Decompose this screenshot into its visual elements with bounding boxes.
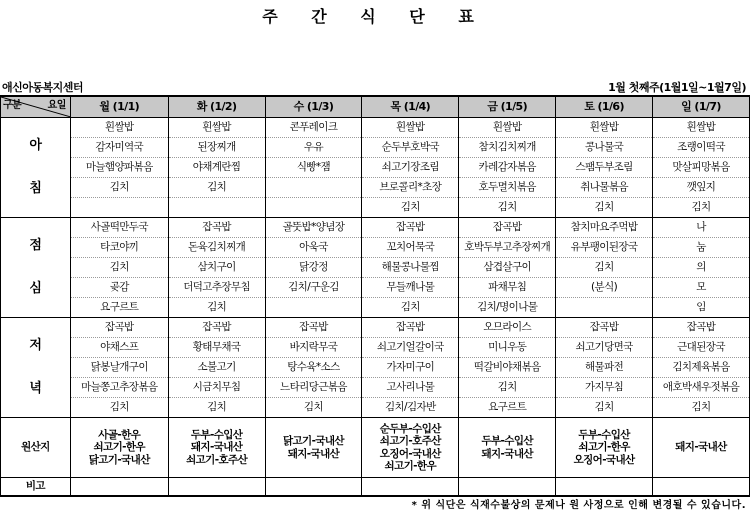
note-cell: [459, 478, 556, 497]
menu-cell: 참치김치찌개: [459, 138, 556, 158]
menu-cell: 황태무채국: [168, 338, 265, 358]
lunch-row: [1, 278, 750, 298]
menu-cell: 김치: [168, 398, 265, 418]
menu-cell: 식빵*잼: [265, 158, 362, 178]
corner-cell: [1, 96, 71, 118]
week-range: 1월 첫째주(1월1일~1월7일): [608, 81, 746, 94]
menu-cell: 브로콜리*초장: [362, 178, 459, 198]
breakfast-row: [1, 138, 750, 158]
menu-cell: 김치/명이나물: [459, 298, 556, 318]
lunch-label-char: 심: [29, 280, 42, 296]
day-header: 화 (1/2): [168, 96, 265, 118]
origin-line: 돼지-국내산: [190, 441, 243, 454]
origin-line: 쇠고기-한우: [578, 441, 630, 454]
menu-cell: 흰쌀밥: [168, 118, 265, 138]
menu-cell: 삼치구이: [168, 258, 265, 278]
menu-cell: 김치제육볶음: [653, 358, 750, 378]
menu-cell: 김치: [168, 178, 265, 198]
menu-cell: 요구르트: [459, 398, 556, 418]
origin-label: 원산지: [1, 418, 71, 478]
menu-cell: 김치: [459, 198, 556, 218]
menu-cell: 야채스프: [70, 338, 168, 358]
note-label: 비고: [1, 478, 71, 497]
menu-cell: 잡곡밥: [168, 218, 265, 238]
note-cell: [70, 478, 168, 497]
origin-line: 쇠고기-호주산: [379, 435, 441, 448]
lunch-label: [1, 218, 71, 318]
day-header: 목 (1/4): [362, 96, 459, 118]
menu-cell: 야채계란찜: [168, 158, 265, 178]
menu-cell: 김치: [70, 258, 168, 278]
menu-cell: 김치/김자반: [362, 398, 459, 418]
origin-line: 오징어-국내산: [379, 447, 441, 460]
menu-cell: 타코야끼: [70, 238, 168, 258]
origin-cell: [459, 418, 556, 478]
menu-cell: 쇠고기얼갈이국: [362, 338, 459, 358]
menu-cell: (분식): [556, 278, 653, 298]
menu-cell: 요구르트: [70, 298, 168, 318]
menu-cell: 쇠고기장조림: [362, 158, 459, 178]
origin-line: 돼지-국내산: [287, 447, 340, 460]
menu-cell: 잡곡밥: [459, 218, 556, 238]
menu-cell: 소불고기: [168, 358, 265, 378]
origin-line: 쇠고기-호주산: [186, 453, 248, 466]
breakfast-row: [1, 118, 750, 138]
menu-cell: 콘푸레이크: [265, 118, 362, 138]
day-header: 금 (1/5): [459, 96, 556, 118]
origin-line: 두부-수입산: [190, 429, 243, 442]
dinner-label-char: 저: [29, 338, 42, 354]
menu-cell: 김치: [168, 298, 265, 318]
menu-cell: 순두부호박국: [362, 138, 459, 158]
page-title: 주 간 식 단 표: [262, 7, 488, 26]
origin-cell: [653, 418, 750, 478]
dinner-row: [1, 398, 750, 418]
menu-cell: 돈육김치찌개: [168, 238, 265, 258]
menu-cell: 콩나물국: [556, 138, 653, 158]
origin-cell: [168, 418, 265, 478]
origin-cell: [265, 418, 362, 478]
menu-cell: [265, 178, 362, 198]
day-header: 수 (1/3): [265, 96, 362, 118]
origin-row: [1, 418, 750, 478]
origin-line: 돼지-국내산: [481, 447, 533, 460]
menu-cell: 탕수육*소스: [265, 358, 362, 378]
menu-cell: 해물콩나물찜: [362, 258, 459, 278]
header-row: [1, 96, 750, 118]
menu-cell: 잡곡밥: [653, 318, 750, 338]
lunch-row: [1, 238, 750, 258]
corner-label-category: 구분: [3, 100, 22, 111]
menu-cell: 느타리당근볶음: [265, 378, 362, 398]
menu-cell: 김치: [459, 378, 556, 398]
menu-cell: 잡곡밥: [265, 318, 362, 338]
menu-cell: [70, 198, 168, 218]
lunch-row: [1, 298, 750, 318]
menu-cell: 닭강정: [265, 258, 362, 278]
origin-line: 순두부-수입산: [379, 423, 441, 436]
menu-cell: 잡곡밥: [70, 318, 168, 338]
day-header: 월 (1/1): [70, 96, 168, 118]
menu-cell: 무들깨나물: [362, 278, 459, 298]
note-row: [1, 478, 750, 497]
breakfast-row: [1, 198, 750, 218]
menu-cell: 김치: [556, 258, 653, 278]
footnote: * 위 식단은 식재수불상의 문제나 원 사정으로 인해 변경될 수 있습니다.: [411, 500, 746, 511]
menu-cell: 오므라이스: [459, 318, 556, 338]
menu-cell: 스팸두부조림: [556, 158, 653, 178]
note-cell: [362, 478, 459, 497]
menu-cell: 감자미역국: [70, 138, 168, 158]
menu-cell: 흰쌀밥: [556, 118, 653, 138]
menu-cell: [265, 198, 362, 218]
menu-cell: 잡곡밥: [168, 318, 265, 338]
breakfast-row: [1, 158, 750, 178]
lunch-row: [1, 258, 750, 278]
menu-cell: 고사리나물: [362, 378, 459, 398]
menu-cell: 유부팽이된장국: [556, 238, 653, 258]
breakfast-row: [1, 178, 750, 198]
dinner-label: [1, 318, 71, 418]
menu-cell: 김치: [362, 298, 459, 318]
menu-table: [0, 95, 750, 497]
menu-cell: 꼬치어묵국: [362, 238, 459, 258]
note-cell: [653, 478, 750, 497]
origin-line: 닭고기-국내산: [88, 453, 150, 466]
menu-cell: 흰쌀밥: [459, 118, 556, 138]
day-header: 일 (1/7): [653, 96, 750, 118]
menu-cell: 김치: [70, 178, 168, 198]
menu-cell: 애호박새우젓볶음: [653, 378, 750, 398]
menu-cell: 모: [653, 278, 750, 298]
menu-cell: 의: [653, 258, 750, 278]
lunch-label-char: 점: [29, 238, 42, 254]
breakfast-label: [1, 118, 71, 218]
menu-cell: 근대된장국: [653, 338, 750, 358]
menu-cell: 호두멸치볶음: [459, 178, 556, 198]
dinner-row: [1, 318, 750, 338]
menu-cell: 김치: [653, 198, 750, 218]
menu-cell: 흰쌀밥: [362, 118, 459, 138]
menu-cell: 취나물볶음: [556, 178, 653, 198]
menu-cell: 우유: [265, 138, 362, 158]
menu-cell: 흰쌀밥: [653, 118, 750, 138]
origin-line: 오징어-국내산: [573, 453, 635, 466]
origin-cell: [70, 418, 168, 478]
menu-cell: 잡곡밥: [362, 318, 459, 338]
menu-cell: 눔: [653, 238, 750, 258]
origin-line: 쇠고기-한우: [384, 459, 437, 472]
breakfast-label-char: 침: [29, 180, 42, 196]
origin-cell: [556, 418, 653, 478]
menu-cell: 더덕고추장무침: [168, 278, 265, 298]
menu-cell: 된장찌개: [168, 138, 265, 158]
menu-cell: 사골떡만두국: [70, 218, 168, 238]
menu-cell: 깻잎지: [653, 178, 750, 198]
menu-cell: [265, 298, 362, 318]
menu-cell: 골뚯밥*양념장: [265, 218, 362, 238]
menu-cell: 잡곡밥: [362, 218, 459, 238]
menu-cell: 임: [653, 298, 750, 318]
menu-cell: 마늘쫑고추장볶음: [70, 378, 168, 398]
menu-cell: 김치: [70, 398, 168, 418]
breakfast-label-char: 아: [29, 138, 42, 154]
menu-cell: 김치: [362, 198, 459, 218]
menu-cell: 마늘햄양파볶음: [70, 158, 168, 178]
origin-line: 돼지-국내산: [675, 441, 727, 454]
note-cell: [168, 478, 265, 497]
origin-line: 두부-수입산: [481, 435, 533, 448]
menu-cell: 해물파전: [556, 358, 653, 378]
menu-cell: 삼겹살구이: [459, 258, 556, 278]
menu-cell: 아욱국: [265, 238, 362, 258]
menu-cell: [168, 198, 265, 218]
menu-cell: 김치: [556, 198, 653, 218]
note-cell: [265, 478, 362, 497]
menu-cell: 곶감: [70, 278, 168, 298]
organization-name: 애신아동복지센터: [2, 81, 84, 94]
menu-cell: 김치: [653, 398, 750, 418]
menu-cell: 떡갈비야채볶음: [459, 358, 556, 378]
origin-line: 두부-수입산: [578, 429, 630, 442]
dinner-row: [1, 358, 750, 378]
menu-cell: 나: [653, 218, 750, 238]
menu-cell: 흰쌀밥: [70, 118, 168, 138]
dinner-label-char: 녁: [29, 380, 42, 396]
menu-cell: 카레감자볶음: [459, 158, 556, 178]
menu-cell: 닭봉날개구이: [70, 358, 168, 378]
lunch-row: [1, 218, 750, 238]
menu-cell: 가자미구이: [362, 358, 459, 378]
menu-cell: 김치/구운김: [265, 278, 362, 298]
origin-line: 쇠고기-한우: [93, 441, 145, 454]
menu-cell: 가지무침: [556, 378, 653, 398]
dinner-row: [1, 338, 750, 358]
menu-cell: 바지락무국: [265, 338, 362, 358]
menu-cell: 김치: [265, 398, 362, 418]
menu-cell: 시금치무침: [168, 378, 265, 398]
menu-cell: 김치: [556, 398, 653, 418]
origin-line: 닭고기-국내산: [282, 435, 344, 448]
menu-cell: [556, 298, 653, 318]
menu-cell: 파채무침: [459, 278, 556, 298]
note-cell: [556, 478, 653, 497]
menu-cell: 참치마요주먹밥: [556, 218, 653, 238]
menu-cell: 조랭이떡국: [653, 138, 750, 158]
day-header: 토 (1/6): [556, 96, 653, 118]
menu-cell: 잡곡밥: [556, 318, 653, 338]
menu-cell: 맛살피망볶음: [653, 158, 750, 178]
dinner-row: [1, 378, 750, 398]
origin-line: 사골-한우: [98, 429, 141, 442]
menu-cell: 호박두부고추장찌개: [459, 238, 556, 258]
corner-label-day: 요일: [47, 100, 66, 111]
origin-cell: [362, 418, 459, 478]
menu-cell: 쇠고기당면국: [556, 338, 653, 358]
menu-cell: 미니우동: [459, 338, 556, 358]
